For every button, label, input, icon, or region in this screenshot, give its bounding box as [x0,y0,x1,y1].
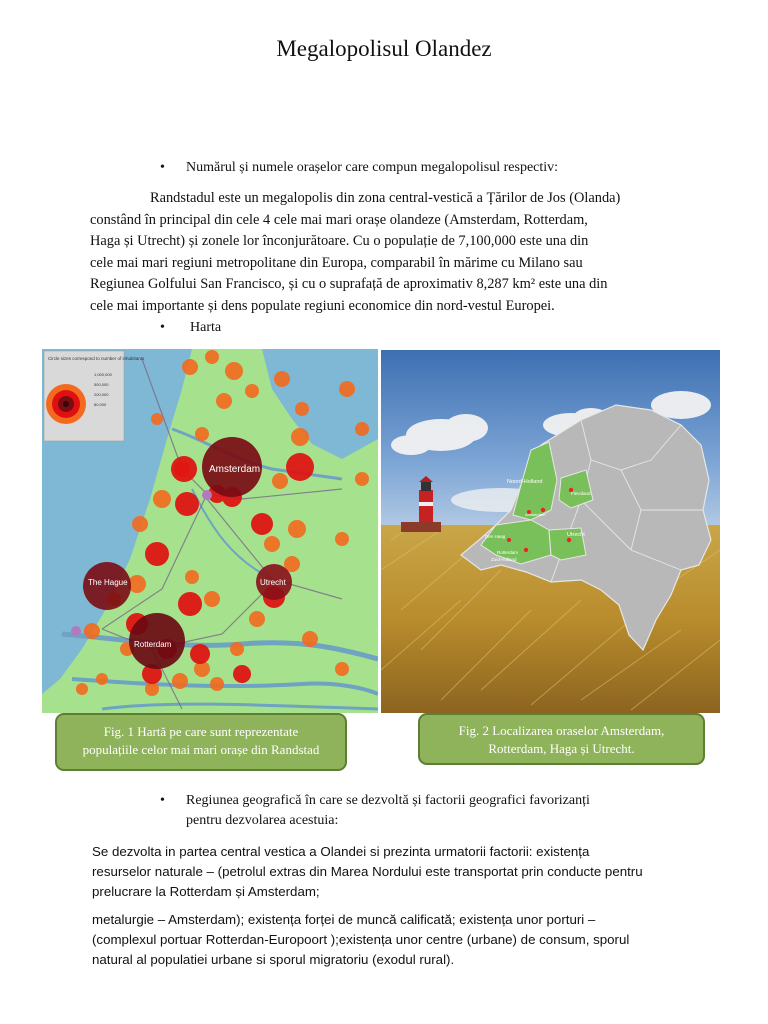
caption-line: populațiile celor mai mari orașe din Randstad [82,742,320,757]
paragraph-line: cele mai importante și dens populate regiuni economice din nord-vestul Europei. [90,297,555,314]
paragraph-line: Se dezvolta in partea central vestica a Olandei si prezinta urmatorii factorii: existența [92,844,590,859]
bullet-cities-text: Numărul și numele orașelor care compun megalopolisul respectiv: [186,160,559,175]
bullet-region-line: pentru dezvolarea acestuia: [186,813,339,828]
bullet-dot: • [160,793,165,808]
intro-paragraph [90,188,620,317]
factors-paragraph-continued [92,910,629,970]
region-label-den-haag: Den Haag [485,534,506,539]
netherlands-location-map [381,350,720,713]
region-label-zuid-holland: Zuid-Holland [491,557,517,562]
legend-value: 1,000,000 [94,372,112,377]
paragraph-line: natural al populatiei urbane si sporul migratoriu (exodul rural). [92,952,455,967]
paragraph-line: resurselor naturale – (petrolul extras din Marea Nordului este transportat prin conducte pentru [92,864,643,879]
paragraph-line: Haga și Utrecht) și zonele lor înconjurătoare. Cu o populație de 7,100,000 este una din [90,233,589,249]
paragraph-line: Regiunea Golfului San Francisco, și cu o suprafață de aproximativ 8,287 km² este una din [90,276,608,292]
city-label-the-hague: The Hague [88,578,128,587]
region-label-amsterdam: Amsterdam [525,512,546,517]
paragraph-line: Randstadul este un megalopolis din zona central-vestică a Țărilor de Jos (Olanda) [150,190,621,206]
legend-value: 500,000 [94,382,109,387]
city-label-rotterdam: Rotterdam [134,640,172,649]
paragraph-line: metalurgie – Amsterdam); existența forței de muncă calificată; existența unor porturi – [92,912,596,927]
paragraph-line: prelucrare la Rotterdam și Amsterdam; [92,884,320,899]
caption-line: Rotterdam, Haga și Utrecht. [488,741,635,756]
legend-title: Circle sizes correspond to number of inhabitants [48,356,145,361]
caption-line: Fig. 2 Localizarea oraselor Amsterdam, [458,723,665,738]
paragraph-line: cele mai mari regiuni metropolitane din Europa, comparabil în mărime cu Milano sau [90,254,583,271]
bullet-region-line: Regiunea geografică în care se dezvoltă și factorii geografici favorizanți [186,793,590,808]
legend-value: 80,000 [94,402,107,407]
page-title: Megalopolisul Olandez [276,36,492,61]
region-label-noord-holland: Noord-Holland [507,479,543,485]
bullet-map-text: Harta [190,320,222,335]
bullet-dot: • [160,160,165,175]
city-label-utrecht: Utrecht [260,578,286,587]
region-label-utrecht: Utrecht [567,532,585,538]
legend-value: 200,000 [94,392,109,397]
region-label-rotterdam: Rotterdam [497,550,519,555]
bullet-dot: • [160,320,165,335]
paragraph-line: constând în principal din cele 4 cele mai mari orașe olandeze (Amsterdam, Rotterdam, [90,211,588,228]
figure1-caption [55,713,347,771]
caption-line: Fig. 1 Hartă pe care sunt reprezentate [103,724,299,739]
city-label-amsterdam: Amsterdam [209,464,261,475]
region-label-flevoland: Flevoland [571,491,591,496]
randstad-population-map [42,349,378,713]
factors-paragraph [92,842,643,902]
paragraph-line: (complexul portuar Rotterdan-Europoort );existența unor centre (urbane) de consum, sporul [92,932,630,947]
figure2-caption [418,713,705,765]
